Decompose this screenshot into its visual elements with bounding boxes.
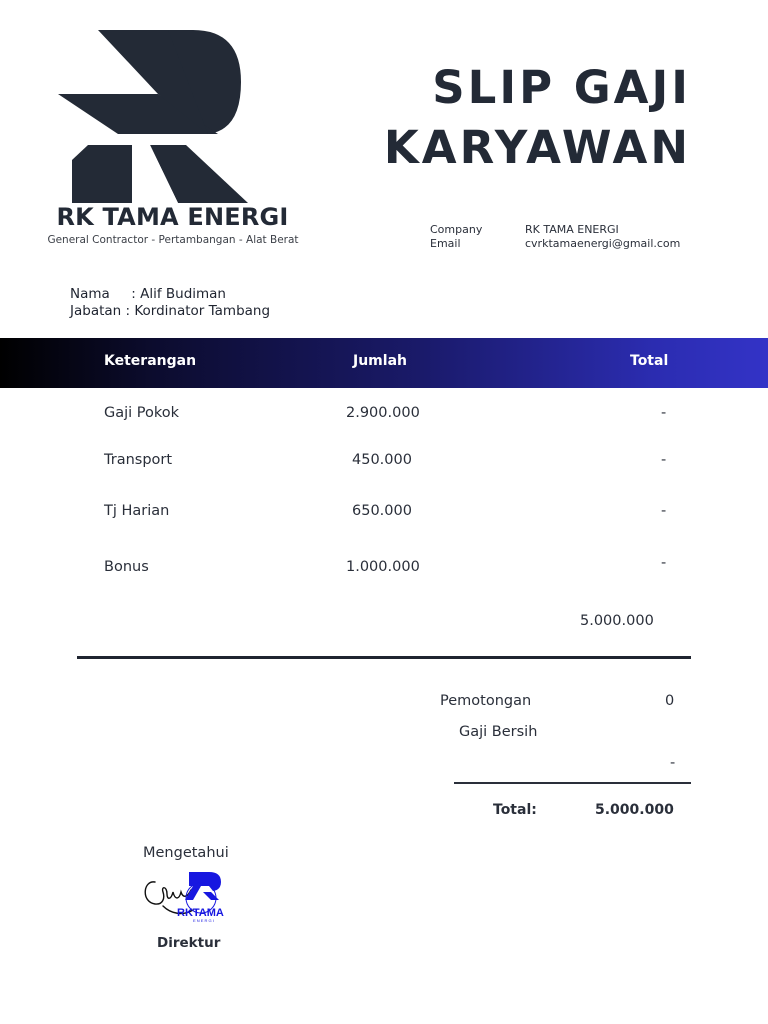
row-amount: 1.000.000: [346, 559, 420, 575]
company-label: Company: [430, 223, 483, 236]
row-desc: Transport: [104, 452, 173, 468]
employee-position: Jabatan : Kordinator Tambang: [70, 303, 271, 319]
row-total: -: [661, 503, 667, 519]
stamp-text: RKTAMA: [177, 907, 224, 919]
header-keterangan: Keterangan: [104, 353, 197, 369]
document-title: [384, 58, 691, 178]
pemotongan-value: 0: [665, 693, 675, 709]
email-label: Email: [430, 237, 461, 250]
header-total: Total: [630, 353, 669, 369]
row-amount: 650.000: [352, 503, 412, 519]
title-line-2: KARYAWAN: [383, 121, 691, 174]
section-divider: [77, 656, 691, 659]
total-divider: [454, 782, 691, 784]
direktur-label: Direktur: [157, 935, 221, 951]
row-amount: 2.900.000: [346, 405, 420, 421]
company-name: RK TAMA ENERGI: [56, 203, 289, 231]
row-amount: 450.000: [352, 452, 412, 468]
pemotongan-label: Pemotongan: [440, 693, 532, 709]
row-total: -: [661, 405, 667, 421]
employee-name: Nama : Alif Budiman: [70, 286, 226, 302]
mengetahui-label: Mengetahui: [143, 845, 229, 861]
company-tagline: General Contractor - Pertambangan - Alat Berat: [47, 234, 299, 246]
gaji-bersih-label: Gaji Bersih: [459, 724, 538, 740]
company-value: RK TAMA ENERGI: [525, 223, 619, 236]
svg-text:E N E R G I: E N E R G I: [193, 918, 214, 923]
gaji-bersih-value: -: [670, 755, 676, 771]
email-value: cvrktamaenergi@gmail.com: [525, 237, 681, 250]
total-label: Total:: [493, 802, 537, 818]
subtotal-value: 5.000.000: [580, 613, 654, 629]
row-total: -: [661, 555, 667, 571]
company-logo-icon: [58, 30, 248, 205]
signature-stamp-icon: [143, 868, 238, 926]
title-line-1: SLIP GAJI: [432, 61, 691, 114]
total-value: 5.000.000: [595, 802, 674, 818]
row-total: -: [661, 452, 667, 468]
row-desc: Gaji Pokok: [104, 405, 180, 421]
row-desc: Bonus: [104, 559, 149, 575]
header-jumlah: Jumlah: [353, 353, 407, 369]
row-desc: Tj Harian: [104, 503, 170, 519]
